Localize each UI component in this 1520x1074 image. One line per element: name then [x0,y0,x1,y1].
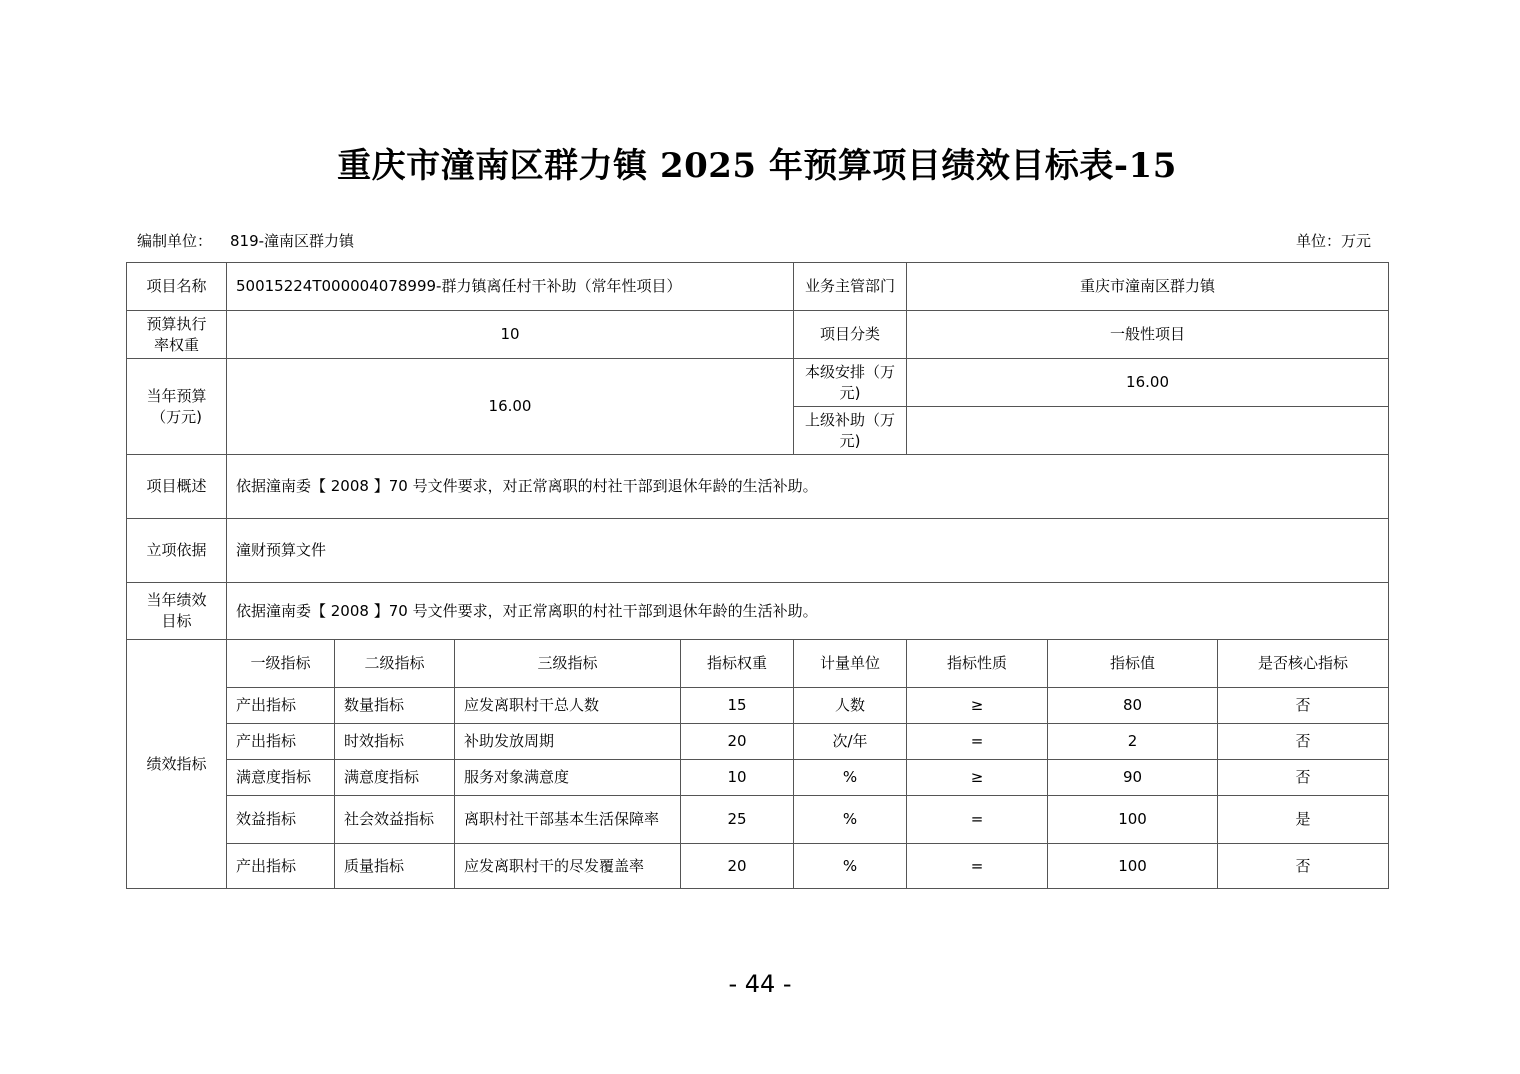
org-label: 编制单位： [137,232,213,250]
weight-label: 预算执行率权重 [127,311,227,359]
cell-nature: = [907,724,1048,760]
cell-level1: 满意度指标 [227,760,335,796]
cell-unit: % [794,844,907,889]
cell-level2: 社会效益指标 [335,796,455,844]
row-budget [127,359,1389,407]
project-name-value: 50015224T000004078999-群力镇离任村干补助（常年性项目） [227,263,794,311]
org-value: 819-潼南区群力镇 [230,232,355,250]
page-number: - 44 - [728,970,792,998]
basis-value: 潼财预算文件 [227,519,1389,583]
row-goal [127,583,1389,640]
cell-level2: 质量指标 [335,844,455,889]
row-project-name [127,263,1389,311]
header-weight: 指标权重 [681,640,794,688]
cell-value: 90 [1048,760,1218,796]
cell-unit: 人数 [794,688,907,724]
overview-label: 项目概述 [127,455,227,519]
project-name-label: 项目名称 [127,263,227,311]
cell-value: 100 [1048,796,1218,844]
cell-weight: 15 [681,688,794,724]
table-row [127,796,1389,844]
header-core: 是否核心指标 [1218,640,1389,688]
basis-label: 立项依据 [127,519,227,583]
dept-value: 重庆市潼南区群力镇 [907,263,1389,311]
cell-weight: 20 [681,844,794,889]
header-unit: 计量单位 [794,640,907,688]
header-level1: 一级指标 [227,640,335,688]
cell-value: 100 [1048,844,1218,889]
cell-unit: 次/年 [794,724,907,760]
cell-value: 2 [1048,724,1218,760]
cell-level3: 应发离职村干总人数 [455,688,681,724]
performance-table [126,262,1389,889]
table-row [127,760,1389,796]
budget-value: 16.00 [227,359,794,455]
cell-nature: ≥ [907,688,1048,724]
cell-core: 否 [1218,844,1389,889]
table-row [127,844,1389,889]
goal-label: 当年绩效目标 [127,583,227,640]
category-label: 项目分类 [794,311,907,359]
dept-label: 业务主管部门 [794,263,907,311]
row-basis [127,519,1389,583]
cell-level3: 应发离职村干的尽发覆盖率 [455,844,681,889]
cell-weight: 25 [681,796,794,844]
header-nature: 指标性质 [907,640,1048,688]
page-title: 重庆市潼南区群力镇 2025 年预算项目绩效目标表-15 [337,146,1177,186]
cell-nature: = [907,796,1048,844]
cell-unit: % [794,760,907,796]
local-budget-value: 16.00 [907,359,1389,407]
table-row [127,724,1389,760]
cell-weight: 10 [681,760,794,796]
unit-label: 单位：万元 [1296,232,1372,250]
row-overview [127,455,1389,519]
cell-level2: 时效指标 [335,724,455,760]
indicators-label: 绩效指标 [127,640,227,889]
table-row [127,688,1389,724]
cell-level3: 服务对象满意度 [455,760,681,796]
local-budget-label: 本级安排（万元) [794,359,907,407]
org-info [137,230,354,251]
indicator-header-row [127,640,1389,688]
cell-core: 否 [1218,724,1389,760]
overview-value: 依据潼南委【 2008 】70 号文件要求，对正常离职的村社干部到退休年龄的生活补助。 [227,455,1389,519]
category-value: 一般性项目 [907,311,1389,359]
cell-level2: 数量指标 [335,688,455,724]
cell-level1: 产出指标 [227,724,335,760]
cell-nature: = [907,844,1048,889]
cell-weight: 20 [681,724,794,760]
cell-core: 否 [1218,688,1389,724]
cell-core: 否 [1218,760,1389,796]
cell-unit: % [794,796,907,844]
cell-level2: 满意度指标 [335,760,455,796]
upper-budget-label: 上级补助（万元) [794,407,907,455]
cell-core: 是 [1218,796,1389,844]
cell-level1: 产出指标 [227,688,335,724]
weight-value: 10 [227,311,794,359]
row-weight [127,311,1389,359]
cell-level3: 补助发放周期 [455,724,681,760]
cell-level3: 离职村社干部基本生活保障率 [455,796,681,844]
header-value: 指标值 [1048,640,1218,688]
cell-value: 80 [1048,688,1218,724]
cell-level1: 效益指标 [227,796,335,844]
budget-label: 当年预算（万元) [127,359,227,455]
upper-budget-value [907,407,1389,455]
header-level2: 二级指标 [335,640,455,688]
cell-nature: ≥ [907,760,1048,796]
header-level3: 三级指标 [455,640,681,688]
goal-value: 依据潼南委【 2008 】70 号文件要求，对正常离职的村社干部到退休年龄的生活补助。 [227,583,1389,640]
cell-level1: 产出指标 [227,844,335,889]
